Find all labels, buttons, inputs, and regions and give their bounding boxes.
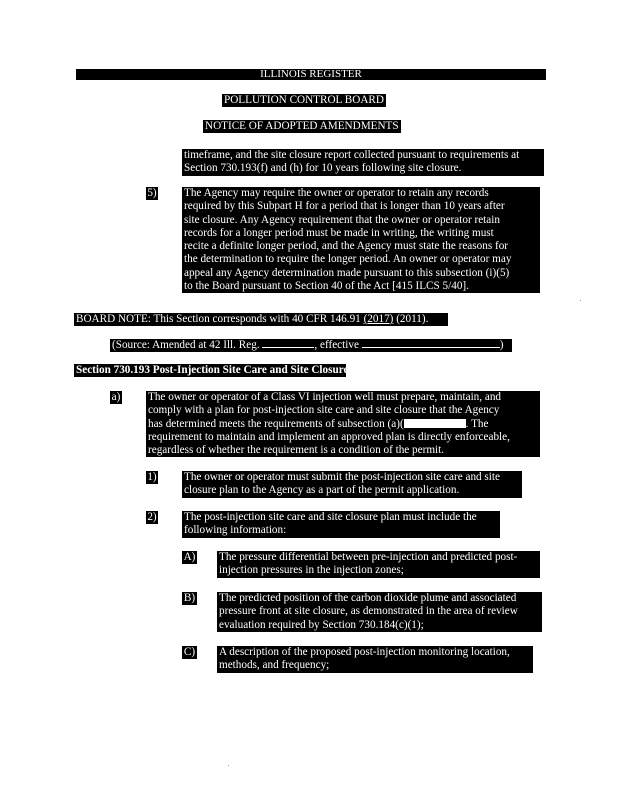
source-effective-blank [362,347,500,348]
item-A-paragraph: The pressure differential between pre-injection and predicted post- injection pressures in the injection zones; [217,551,540,578]
item-label-5: 5) [147,187,157,199]
scan-speck [228,765,229,766]
item-1-paragraph: The owner or operator must submit the post-injection site care and site closure plan to the Agency as a part of the permit application. [182,471,522,498]
source-line: (Source: Amended at 42 Ill. Reg. , effective ) [110,339,512,352]
item-label-A: A) [183,551,196,563]
redaction-mark [404,419,466,428]
scan-speck [580,300,581,301]
item-5-paragraph: The Agency may require the owner or operator to retain any records required by this Subpart H for a period that is longer than 10 years after site closure. Any Agency requirement that the owner or operator retain records for a longer period must be made in writing, the writing must recite a definite longer period, and the Agency must state the reasons for the determination to require the longer period. An owner or operator may appeal any Agency determination made pursuant to this subsection (i)(5) to the Board pursuant to Section 40 of the Act [415 ILCS 5/40]. [182,187,540,293]
item-label-a: a) [111,391,121,403]
item-C-paragraph: A description of the proposed post-injection monitoring location, methods, and frequency; [217,646,533,673]
year-old: (2011). [393,313,429,325]
notice-title: NOTICE OF ADOPTED AMENDMENTS [205,120,399,132]
register-title: ILLINOIS REGISTER [260,68,362,80]
item-label-C: C) [183,646,196,658]
continuation-paragraph: timeframe, and the site closure report collected pursuant to requirements at Section 730.193(f) and (h) for 10 years following site closure. [182,149,544,176]
item-B-paragraph: The predicted position of the carbon dioxide plume and associated pressure front at site closure, as demonstrated in the area of review evaluation required by Section 730.184(c)(1); [217,592,542,632]
item-a-paragraph: The owner or operator of a Class VI injection well must prepare, maintain, and comply with a plan for post-injection site care and site closure that the Agency has determined meets the requirements of subsection (a)( . The requirement to maintain and implement an approved plan is directly enforceable, regardless of whether the requirement is a condition of the permit. [146,391,540,457]
item-label-2: 2) [147,511,157,523]
section-heading: Section 730.193 Post-Injection Site Care and Site Closure [76,364,349,376]
board-note: BOARD NOTE: This Section corresponds with 40 CFR 146.91 (2017) (2011). [74,313,448,326]
source-reg-blank [262,347,314,348]
item-2-paragraph: The post-injection site care and site closure plan must include the following information: [182,511,500,538]
board-title: POLLUTION CONTROL BOARD [224,94,384,106]
item-label-1: 1) [147,471,157,483]
year-new: (2017) [363,313,394,325]
item-label-B: B) [183,592,196,604]
